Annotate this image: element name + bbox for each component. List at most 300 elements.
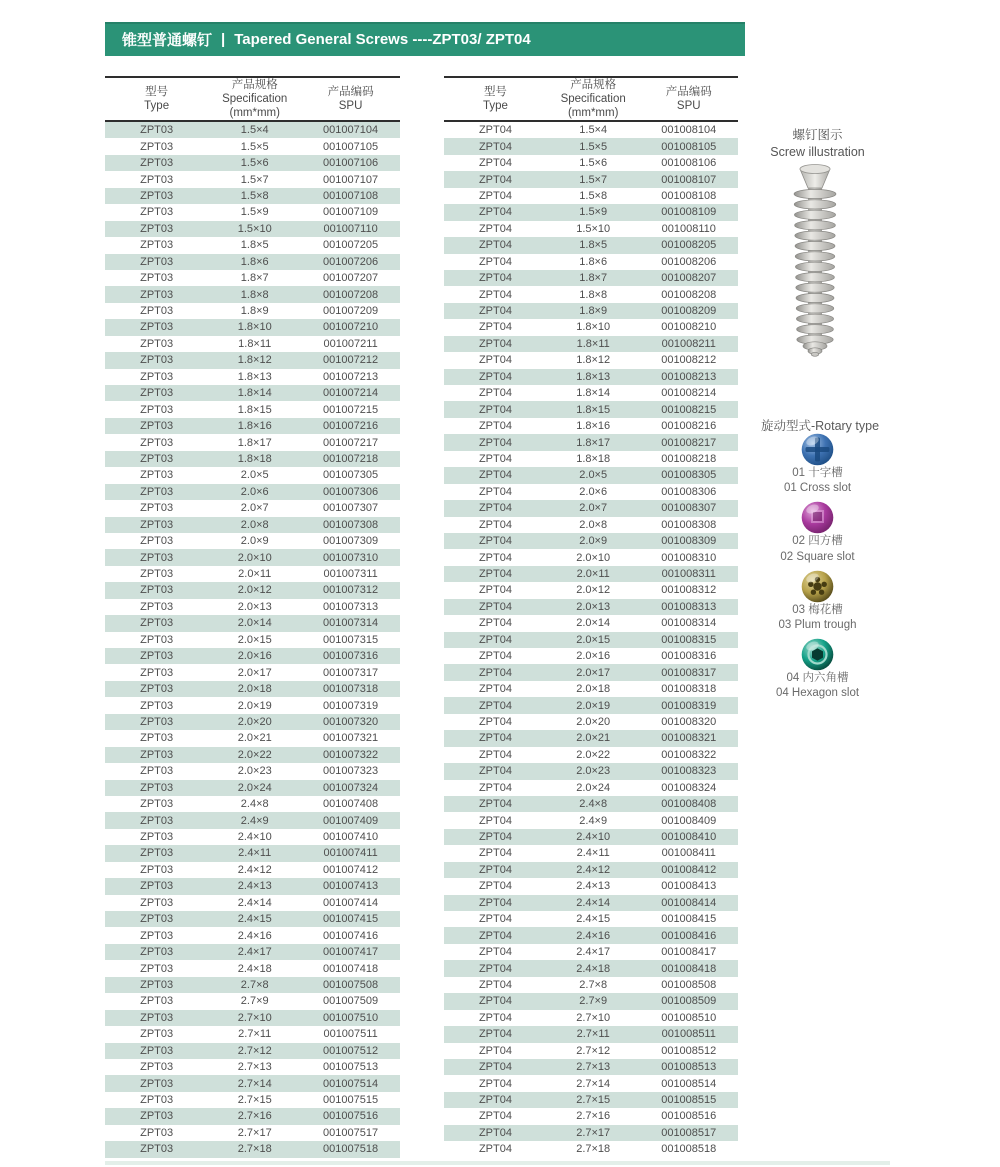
spec-cell: 2.4×15 bbox=[237, 913, 272, 926]
table-row bbox=[444, 1059, 738, 1075]
type-cell: ZPT03 bbox=[140, 535, 174, 548]
type-cell: ZPT04 bbox=[478, 913, 512, 926]
table-row bbox=[444, 911, 738, 927]
type-cell: ZPT04 bbox=[478, 420, 512, 433]
spu-column-header bbox=[301, 85, 400, 114]
table-row bbox=[105, 599, 400, 615]
spu-cell: 001007417 bbox=[323, 946, 379, 959]
table-row bbox=[444, 286, 738, 302]
spec-cell: 2.0×8 bbox=[240, 518, 269, 531]
table-row bbox=[105, 632, 400, 648]
table-row bbox=[444, 862, 738, 878]
spu-cell: 001008414 bbox=[661, 896, 717, 909]
type-cell: ZPT03 bbox=[140, 370, 174, 383]
spec-cell: 1.8×7 bbox=[579, 272, 608, 285]
table-row bbox=[105, 451, 400, 467]
spec-cell: 2.7×18 bbox=[576, 1143, 611, 1156]
spu-cell: 001007413 bbox=[323, 880, 379, 893]
table-row bbox=[444, 993, 738, 1009]
spec-cell: 2.4×17 bbox=[576, 946, 611, 959]
type-cell: ZPT03 bbox=[140, 124, 174, 137]
table-row bbox=[105, 648, 400, 664]
spec-cell: 1.8×5 bbox=[240, 239, 269, 252]
table-row bbox=[105, 237, 400, 253]
spu-cell: 001008515 bbox=[661, 1094, 717, 1107]
type-cell: ZPT03 bbox=[140, 157, 174, 170]
spu-cell: 001008323 bbox=[661, 765, 717, 778]
spec-cell: 2.7×14 bbox=[576, 1077, 611, 1090]
spec-cell: 2.4×18 bbox=[237, 962, 272, 975]
spu-cell: 001007418 bbox=[323, 962, 379, 975]
spu-cell: 001008210 bbox=[661, 321, 717, 334]
spu-cell: 001008411 bbox=[661, 847, 716, 860]
table-row bbox=[444, 237, 738, 253]
type-cell: ZPT04 bbox=[478, 551, 512, 564]
spec-cell: 1.5×7 bbox=[579, 173, 608, 186]
spu-cell: 001007317 bbox=[323, 666, 379, 679]
table-row bbox=[444, 582, 738, 598]
spec-cell: 2.4×14 bbox=[237, 896, 272, 909]
spu-cell: 001008315 bbox=[661, 633, 717, 646]
spu-cell: 001008320 bbox=[661, 715, 717, 728]
spec-cell: 2.4×14 bbox=[576, 896, 611, 909]
spu-cell: 001008206 bbox=[661, 255, 717, 268]
spec-cell: 1.8×5 bbox=[579, 239, 608, 252]
spec-cell: 1.8×18 bbox=[576, 452, 611, 465]
table-header bbox=[444, 76, 738, 122]
spec-cell: 1.8×15 bbox=[237, 403, 272, 416]
type-cell: ZPT04 bbox=[478, 1143, 512, 1156]
type-cell: ZPT03 bbox=[140, 847, 174, 860]
spec-cell: 2.0×24 bbox=[576, 781, 611, 794]
spec-cell: 2.0×20 bbox=[576, 715, 611, 728]
type-cell: ZPT04 bbox=[478, 1110, 512, 1123]
table-row bbox=[444, 697, 738, 713]
square-slot-icon bbox=[801, 501, 834, 534]
type-cell: ZPT03 bbox=[140, 896, 174, 909]
spec-cell: 1.8×12 bbox=[576, 354, 611, 367]
spec-cell: 1.8×6 bbox=[579, 255, 608, 268]
table-row bbox=[444, 763, 738, 779]
spec-cell: 2.0×14 bbox=[237, 617, 272, 630]
spec-cell: 2.0×17 bbox=[576, 666, 611, 679]
spec-cell: 2.7×12 bbox=[237, 1044, 272, 1057]
type-cell: ZPT04 bbox=[478, 929, 512, 942]
spu-cell: 001008213 bbox=[661, 370, 717, 383]
spec-cell: 1.5×4 bbox=[240, 124, 269, 137]
type-cell: ZPT03 bbox=[140, 568, 174, 581]
table-row bbox=[105, 1059, 400, 1075]
type-cell: ZPT03 bbox=[140, 354, 174, 367]
spec-cell: 1.8×17 bbox=[237, 436, 272, 449]
spec-cell: 2.4×15 bbox=[576, 913, 611, 926]
type-cell: ZPT03 bbox=[140, 617, 174, 630]
table-row bbox=[105, 911, 400, 927]
type-cell: ZPT04 bbox=[478, 1077, 512, 1090]
table-row bbox=[105, 845, 400, 861]
spec-cell: 2.4×16 bbox=[576, 929, 611, 942]
table-row bbox=[444, 352, 738, 368]
table-row bbox=[105, 401, 400, 417]
spec-cell: 2.7×10 bbox=[237, 1011, 272, 1024]
spec-cell: 2.4×9 bbox=[579, 814, 608, 827]
spu-cell: 001007515 bbox=[323, 1094, 379, 1107]
type-cell: ZPT03 bbox=[140, 798, 174, 811]
spec-column-header bbox=[547, 78, 640, 121]
spec-cell: 1.8×17 bbox=[576, 436, 611, 449]
spec-cell: 1.8×10 bbox=[237, 321, 272, 334]
spu-cell: 001008313 bbox=[661, 600, 717, 613]
rotary-label-en: 01 Cross slot bbox=[783, 482, 852, 495]
spec-cell: 2.7×17 bbox=[237, 1126, 272, 1139]
table-row bbox=[105, 566, 400, 582]
type-cell: ZPT04 bbox=[478, 140, 512, 153]
type-cell: ZPT04 bbox=[478, 847, 512, 860]
spu-cell: 001008311 bbox=[661, 568, 716, 581]
type-cell: ZPT03 bbox=[140, 1044, 174, 1057]
type-cell: ZPT04 bbox=[478, 666, 512, 679]
spu-cell: 001008310 bbox=[661, 551, 717, 564]
type-cell: ZPT03 bbox=[140, 1110, 174, 1123]
spu-cell: 001007218 bbox=[323, 452, 379, 465]
type-cell: ZPT04 bbox=[478, 814, 512, 827]
type-cell: ZPT04 bbox=[478, 189, 512, 202]
spec-header-cn: 产品规格 bbox=[570, 78, 617, 91]
table-row bbox=[444, 664, 738, 680]
table-row bbox=[444, 566, 738, 582]
spec-cell: 1.8×13 bbox=[237, 370, 272, 383]
spu-cell: 001007217 bbox=[323, 436, 379, 449]
table-row bbox=[105, 895, 400, 911]
spu-cell: 001008410 bbox=[661, 831, 717, 844]
spec-cell: 2.0×15 bbox=[576, 633, 611, 646]
type-cell: ZPT04 bbox=[478, 699, 512, 712]
table-row bbox=[444, 1075, 738, 1091]
spec-cell: 1.5×8 bbox=[579, 189, 608, 202]
spec-header-cn: 产品规格 bbox=[231, 78, 278, 91]
spec-cell: 2.0×21 bbox=[237, 732, 272, 745]
type-cell: ZPT04 bbox=[478, 1126, 512, 1139]
zpt03-table bbox=[105, 76, 400, 1158]
type-cell: ZPT04 bbox=[478, 600, 512, 613]
table-row bbox=[444, 319, 738, 335]
spec-cell: 1.8×11 bbox=[238, 337, 272, 350]
spec-cell: 1.8×8 bbox=[579, 288, 608, 301]
type-cell: ZPT04 bbox=[478, 452, 512, 465]
type-cell: ZPT04 bbox=[478, 683, 512, 696]
spec-cell: 1.5×9 bbox=[579, 206, 608, 219]
spu-cell: 001008415 bbox=[661, 913, 717, 926]
type-cell: ZPT03 bbox=[140, 584, 174, 597]
spu-cell: 001007210 bbox=[323, 321, 379, 334]
table-row bbox=[105, 467, 400, 483]
spu-cell: 001008215 bbox=[661, 403, 717, 416]
spec-cell: 2.0×12 bbox=[237, 584, 272, 597]
table-row bbox=[105, 155, 400, 171]
hexagon-slot-icon bbox=[801, 638, 834, 671]
spu-cell: 001007416 bbox=[323, 929, 379, 942]
type-cell: ZPT04 bbox=[478, 157, 512, 170]
spec-cell: 2.0×23 bbox=[237, 765, 272, 778]
type-cell: ZPT03 bbox=[140, 436, 174, 449]
spec-cell: 1.5×6 bbox=[240, 157, 269, 170]
type-header-en: Type bbox=[144, 100, 170, 112]
type-cell: ZPT04 bbox=[478, 650, 512, 663]
spu-cell: 001007312 bbox=[323, 584, 379, 597]
spu-cell: 001007508 bbox=[323, 978, 379, 991]
spec-cell: 1.8×18 bbox=[237, 452, 272, 465]
type-cell: ZPT03 bbox=[140, 781, 174, 794]
spu-cell: 001007517 bbox=[323, 1126, 379, 1139]
rotary-label-en: 04 Hexagon slot bbox=[775, 687, 860, 700]
spu-cell: 001008110 bbox=[661, 222, 716, 235]
type-cell: ZPT03 bbox=[140, 173, 174, 186]
spu-cell: 001007108 bbox=[323, 189, 379, 202]
type-cell: ZPT03 bbox=[140, 946, 174, 959]
spec-cell: 2.4×11 bbox=[576, 847, 610, 860]
spec-cell: 2.7×15 bbox=[237, 1094, 272, 1107]
type-cell: ZPT03 bbox=[140, 518, 174, 531]
type-cell: ZPT04 bbox=[478, 337, 512, 350]
type-cell: ZPT04 bbox=[478, 305, 512, 318]
spu-cell: 001007516 bbox=[323, 1110, 379, 1123]
type-cell: ZPT04 bbox=[478, 617, 512, 630]
type-cell: ZPT03 bbox=[140, 748, 174, 761]
spec-cell: 2.0×22 bbox=[576, 748, 611, 761]
spec-cell: 2.0×18 bbox=[576, 683, 611, 696]
spec-cell: 2.0×20 bbox=[237, 715, 272, 728]
spu-cell: 001007308 bbox=[323, 518, 379, 531]
table-row bbox=[444, 204, 738, 220]
spec-cell: 2.4×9 bbox=[240, 814, 269, 827]
table-row bbox=[105, 1092, 400, 1108]
spec-cell: 2.4×18 bbox=[576, 962, 611, 975]
spec-cell: 1.8×15 bbox=[576, 403, 611, 416]
spu-column-header bbox=[640, 85, 738, 114]
table-row bbox=[105, 533, 400, 549]
spec-cell: 2.0×19 bbox=[576, 699, 611, 712]
table-row bbox=[444, 221, 738, 237]
table-row bbox=[105, 434, 400, 450]
type-cell: ZPT03 bbox=[140, 863, 174, 876]
type-cell: ZPT04 bbox=[478, 715, 512, 728]
spec-cell: 2.0×8 bbox=[579, 518, 608, 531]
spu-cell: 001007307 bbox=[323, 502, 379, 515]
spec-cell: 1.5×10 bbox=[237, 222, 272, 235]
type-cell: ZPT03 bbox=[140, 913, 174, 926]
type-cell: ZPT04 bbox=[478, 239, 512, 252]
spec-cell: 2.0×15 bbox=[237, 633, 272, 646]
spu-cell: 001008416 bbox=[661, 929, 717, 942]
table-row bbox=[444, 1043, 738, 1059]
table-row bbox=[444, 960, 738, 976]
type-cell: ZPT04 bbox=[478, 518, 512, 531]
table-row bbox=[105, 221, 400, 237]
type-cell: ZPT04 bbox=[478, 798, 512, 811]
rotary-type-item bbox=[745, 638, 890, 701]
table-row bbox=[444, 122, 738, 138]
type-cell: ZPT04 bbox=[478, 502, 512, 515]
spu-cell: 001008318 bbox=[661, 683, 717, 696]
table-row bbox=[105, 1108, 400, 1124]
type-cell: ZPT03 bbox=[140, 420, 174, 433]
spec-cell: 2.0×9 bbox=[579, 535, 608, 548]
type-cell: ZPT03 bbox=[140, 633, 174, 646]
type-cell: ZPT03 bbox=[140, 600, 174, 613]
spu-cell: 001008317 bbox=[661, 666, 717, 679]
plum-slot-icon bbox=[801, 570, 834, 603]
type-header-en: Type bbox=[482, 100, 508, 112]
spu-cell: 001007324 bbox=[323, 781, 379, 794]
spu-cell: 001008413 bbox=[661, 880, 717, 893]
spec-cell: 1.8×12 bbox=[237, 354, 272, 367]
spu-cell: 001008511 bbox=[661, 1028, 716, 1041]
spu-cell: 001008322 bbox=[661, 748, 717, 761]
spu-cell: 001007311 bbox=[323, 568, 378, 581]
type-cell: ZPT04 bbox=[478, 387, 512, 400]
spec-cell: 1.5×5 bbox=[240, 140, 269, 153]
spu-cell: 001007212 bbox=[323, 354, 379, 367]
spec-cell: 2.0×7 bbox=[240, 502, 269, 515]
spec-header-unit: (mm*mm) bbox=[229, 107, 280, 120]
spec-cell: 2.0×16 bbox=[576, 650, 611, 663]
table-row bbox=[105, 500, 400, 516]
zpt03-rows bbox=[105, 122, 400, 1158]
type-cell: ZPT04 bbox=[478, 946, 512, 959]
spu-cell: 001008412 bbox=[661, 863, 717, 876]
spu-cell: 001008518 bbox=[661, 1143, 717, 1156]
spec-cell: 2.0×5 bbox=[240, 469, 269, 482]
spec-cell: 2.4×10 bbox=[237, 831, 272, 844]
type-cell: ZPT03 bbox=[140, 1126, 174, 1139]
type-cell: ZPT04 bbox=[478, 748, 512, 761]
type-cell: ZPT03 bbox=[140, 189, 174, 202]
table-row bbox=[444, 845, 738, 861]
spec-cell: 1.8×11 bbox=[576, 337, 610, 350]
table-row bbox=[444, 467, 738, 483]
table-row bbox=[105, 336, 400, 352]
table-row bbox=[105, 188, 400, 204]
type-cell: ZPT03 bbox=[140, 387, 174, 400]
spec-header-en: Specification bbox=[560, 92, 626, 105]
rotary-label-cn: 01 十字槽 bbox=[792, 467, 843, 479]
type-cell: ZPT04 bbox=[478, 272, 512, 285]
spu-cell: 001007321 bbox=[323, 732, 379, 745]
type-cell: ZPT03 bbox=[140, 1011, 174, 1024]
spu-cell: 001008305 bbox=[661, 469, 717, 482]
table-row bbox=[444, 254, 738, 270]
spu-cell: 001007314 bbox=[323, 617, 379, 630]
type-cell: ZPT04 bbox=[478, 1094, 512, 1107]
table-row bbox=[444, 451, 738, 467]
spu-cell: 001007412 bbox=[323, 863, 379, 876]
table-row bbox=[444, 1026, 738, 1042]
spu-header-en: SPU bbox=[338, 100, 363, 112]
spec-cell: 2.7×10 bbox=[576, 1011, 611, 1024]
spec-cell: 2.4×17 bbox=[237, 946, 272, 959]
cross-slot-icon bbox=[801, 433, 834, 466]
spu-cell: 001008109 bbox=[661, 206, 717, 219]
spec-cell: 2.0×9 bbox=[240, 535, 269, 548]
spu-cell: 001008107 bbox=[661, 173, 717, 186]
spec-cell: 2.0×13 bbox=[237, 600, 272, 613]
spu-cell: 001008314 bbox=[661, 617, 717, 630]
table-row bbox=[105, 747, 400, 763]
table-row bbox=[444, 780, 738, 796]
spu-cell: 001007206 bbox=[323, 255, 379, 268]
spu-cell: 001008216 bbox=[661, 420, 717, 433]
table-row bbox=[444, 648, 738, 664]
spu-cell: 001008316 bbox=[661, 650, 717, 663]
type-column-header bbox=[105, 85, 208, 114]
spec-cell: 2.4×13 bbox=[237, 880, 272, 893]
banner-title-en: Tapered General Screws ----ZPT03/ ZPT04 bbox=[234, 30, 531, 48]
spec-cell: 2.0×6 bbox=[579, 485, 608, 498]
type-cell: ZPT03 bbox=[140, 502, 174, 515]
spu-cell: 001007105 bbox=[323, 140, 379, 153]
spec-cell: 1.5×6 bbox=[579, 157, 608, 170]
spec-cell: 2.7×15 bbox=[576, 1094, 611, 1107]
table-row bbox=[105, 204, 400, 220]
type-cell: ZPT03 bbox=[140, 666, 174, 679]
rotary-label-cn: 04 内六角槽 bbox=[786, 672, 849, 685]
spec-cell: 2.0×11 bbox=[238, 568, 272, 581]
type-cell: ZPT03 bbox=[140, 650, 174, 663]
table-row bbox=[105, 352, 400, 368]
type-cell: ZPT04 bbox=[478, 436, 512, 449]
spu-cell: 001007215 bbox=[323, 403, 379, 416]
type-cell: ZPT04 bbox=[478, 321, 512, 334]
table-row bbox=[105, 780, 400, 796]
type-cell: ZPT03 bbox=[140, 1028, 174, 1041]
table-row bbox=[105, 582, 400, 598]
table-row bbox=[444, 369, 738, 385]
spu-cell: 001007316 bbox=[323, 650, 379, 663]
table-row bbox=[444, 385, 738, 401]
spu-cell: 001007322 bbox=[323, 748, 379, 761]
table-row bbox=[105, 927, 400, 943]
spec-header-en: Specification bbox=[222, 92, 288, 105]
table-row bbox=[444, 714, 738, 730]
table-row bbox=[444, 434, 738, 450]
type-cell: ZPT04 bbox=[478, 732, 512, 745]
table-row bbox=[105, 385, 400, 401]
spec-cell: 1.8×16 bbox=[237, 420, 272, 433]
table-row bbox=[105, 993, 400, 1009]
type-cell: ZPT03 bbox=[140, 206, 174, 219]
spu-cell: 001008409 bbox=[661, 814, 717, 827]
type-cell: ZPT04 bbox=[478, 765, 512, 778]
table-row bbox=[444, 401, 738, 417]
spu-cell: 001008207 bbox=[661, 272, 717, 285]
spu-cell: 001008106 bbox=[661, 157, 717, 170]
spu-cell: 001008211 bbox=[661, 337, 716, 350]
spu-cell: 001007510 bbox=[323, 1011, 379, 1024]
spec-cell: 2.0×6 bbox=[240, 485, 269, 498]
spu-cell: 001007518 bbox=[323, 1143, 379, 1156]
type-cell: ZPT03 bbox=[140, 140, 174, 153]
spec-cell: 1.8×10 bbox=[576, 321, 611, 334]
table-row bbox=[105, 286, 400, 302]
type-cell: ZPT03 bbox=[140, 403, 174, 416]
table-row bbox=[444, 944, 738, 960]
spu-cell: 001007305 bbox=[323, 469, 379, 482]
screw-illustration-label bbox=[745, 127, 890, 161]
type-cell: ZPT04 bbox=[478, 124, 512, 137]
table-row bbox=[105, 829, 400, 845]
spec-cell: 2.0×24 bbox=[237, 781, 272, 794]
table-row bbox=[105, 254, 400, 270]
